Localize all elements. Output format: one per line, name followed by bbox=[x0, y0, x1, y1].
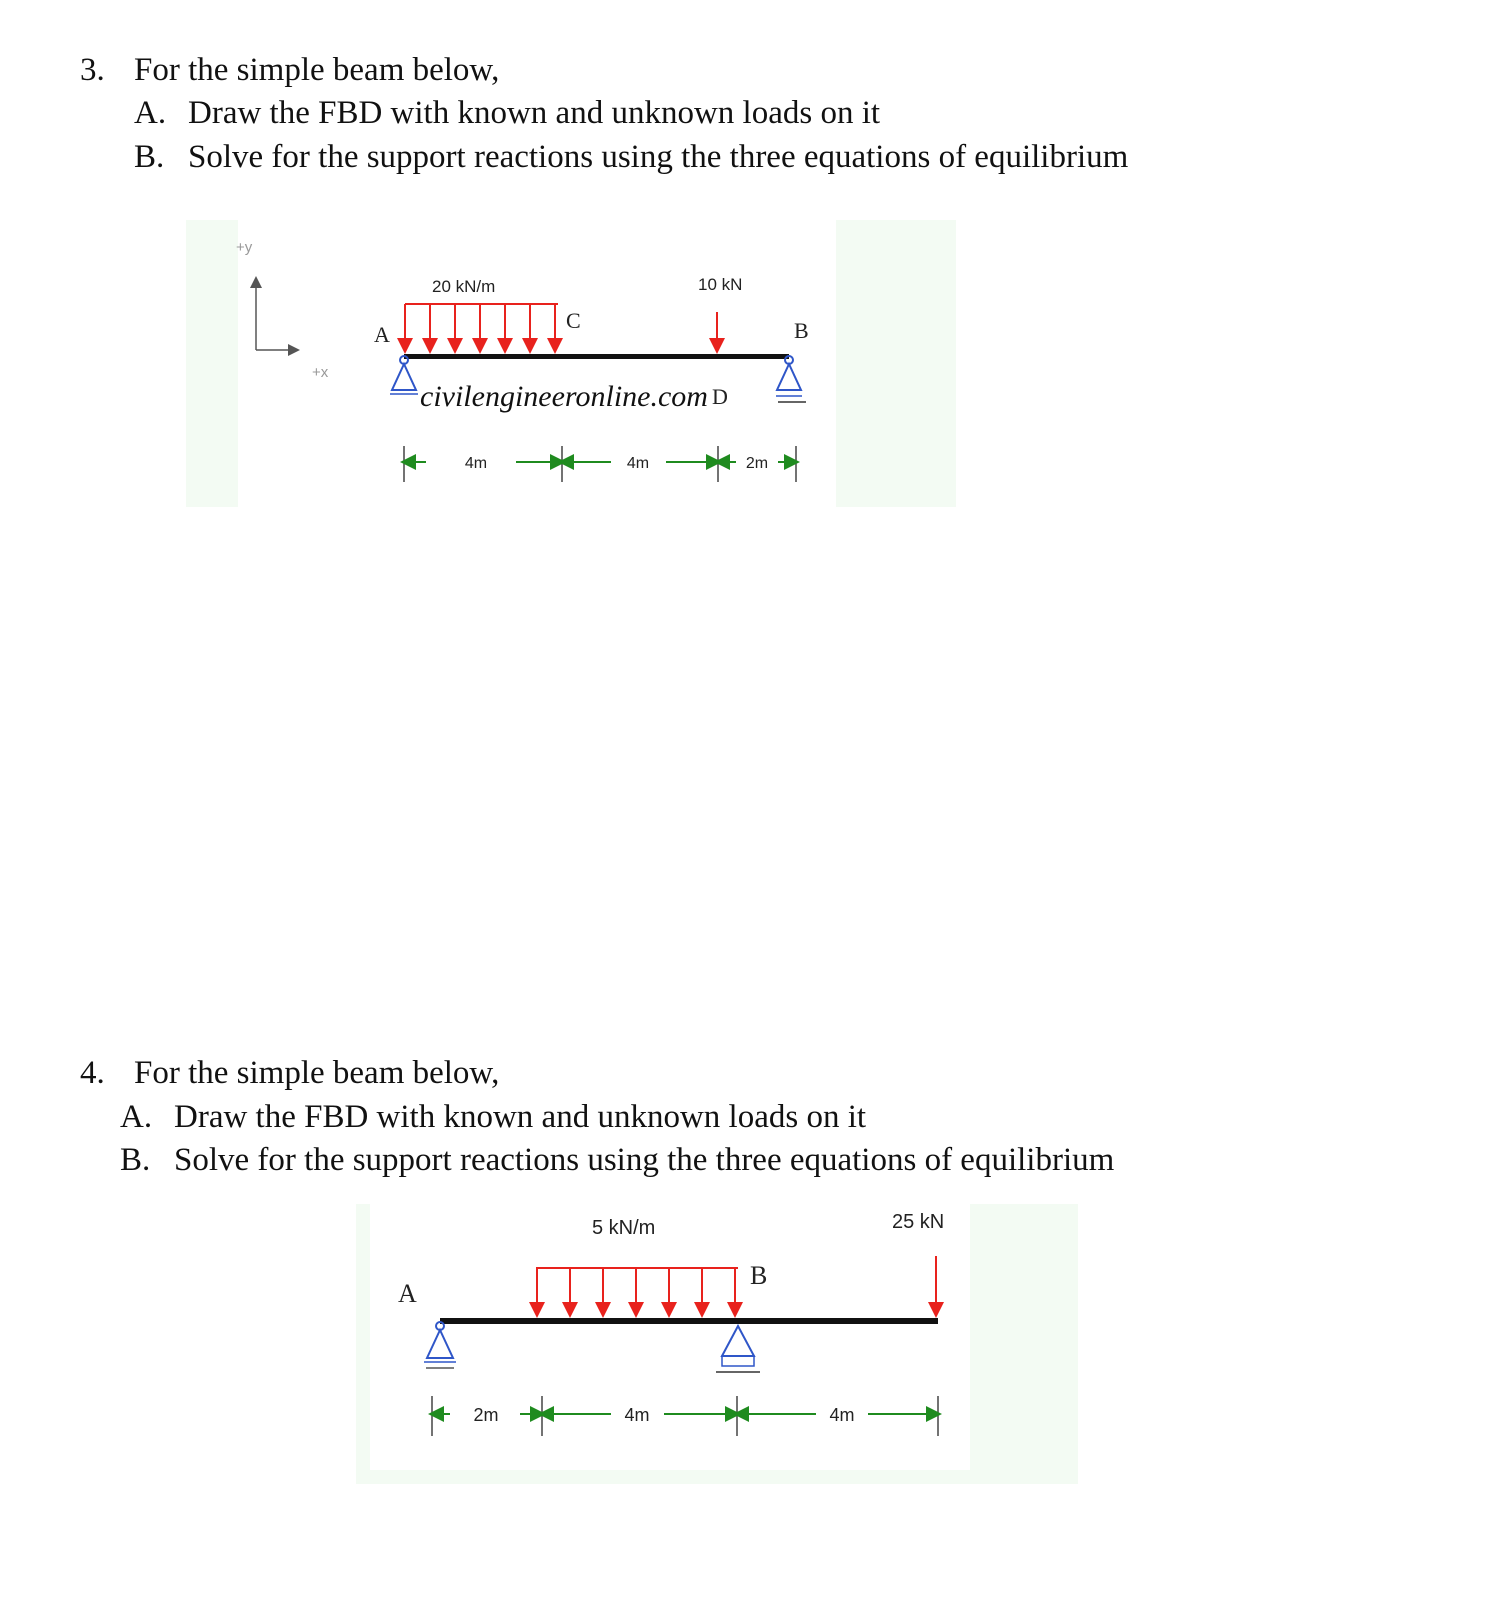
item-text: Draw the FBD with known and unknown loads on it bbox=[174, 1099, 867, 1135]
beam bbox=[404, 354, 789, 359]
dimension-label-1: 2m bbox=[473, 1405, 499, 1425]
problem-4-item-a bbox=[120, 1097, 867, 1137]
item-letter: A. bbox=[120, 1099, 153, 1135]
problem-3-item-b bbox=[134, 137, 1129, 177]
problem-4-item-b bbox=[120, 1140, 1115, 1180]
watermark-text: civilengineeronline.com bbox=[420, 380, 708, 413]
distributed-load-label: 5 kN/m bbox=[592, 1217, 656, 1239]
beam-diagram-3 bbox=[186, 220, 956, 507]
label-b: B bbox=[794, 318, 809, 343]
item-text: Solve for the support reactions using the three equations of equilibrium bbox=[174, 1142, 1115, 1178]
dimension-label-3: 2m bbox=[745, 455, 769, 472]
figure-inner bbox=[370, 1204, 970, 1470]
problem-3-item-a bbox=[134, 93, 881, 133]
dimension-label-1: 4m bbox=[464, 455, 488, 472]
dimension-label-2: 4m bbox=[624, 1405, 650, 1425]
problem-4-number: 4. bbox=[80, 1055, 105, 1091]
distributed-load-label: 20 kN/m bbox=[432, 277, 496, 296]
dimension-label-3: 4m bbox=[829, 1405, 855, 1425]
dimension-label-2: 4m bbox=[626, 455, 650, 472]
item-text: Draw the FBD with known and unknown loads on it bbox=[188, 95, 881, 131]
beam-figure-3 bbox=[186, 220, 956, 507]
label-b: B bbox=[750, 1261, 768, 1290]
problem-4-title: For the simple beam below, bbox=[134, 1055, 500, 1091]
point-load-label: 25 kN bbox=[892, 1211, 945, 1233]
label-d: D bbox=[712, 384, 728, 409]
item-letter: B. bbox=[134, 139, 165, 175]
beam-figure-4 bbox=[356, 1204, 1078, 1484]
axis-x-label: +x bbox=[312, 364, 329, 381]
item-letter: A. bbox=[134, 95, 167, 131]
label-a: A bbox=[374, 322, 390, 347]
label-c: C bbox=[566, 308, 581, 333]
problem-3-number: 3. bbox=[80, 52, 105, 88]
label-a: A bbox=[398, 1279, 417, 1308]
problem-3-title: For the simple beam below, bbox=[134, 52, 500, 88]
axis-y-label: +y bbox=[236, 239, 253, 256]
problem-3-heading bbox=[80, 50, 500, 90]
beam-diagram-4 bbox=[356, 1204, 1078, 1484]
point-load-label: 10 kN bbox=[698, 275, 743, 294]
beam bbox=[440, 1318, 938, 1324]
item-text: Solve for the support reactions using the three equations of equilibrium bbox=[188, 139, 1129, 175]
item-letter: B. bbox=[120, 1142, 151, 1178]
problem-4-heading bbox=[80, 1053, 500, 1093]
